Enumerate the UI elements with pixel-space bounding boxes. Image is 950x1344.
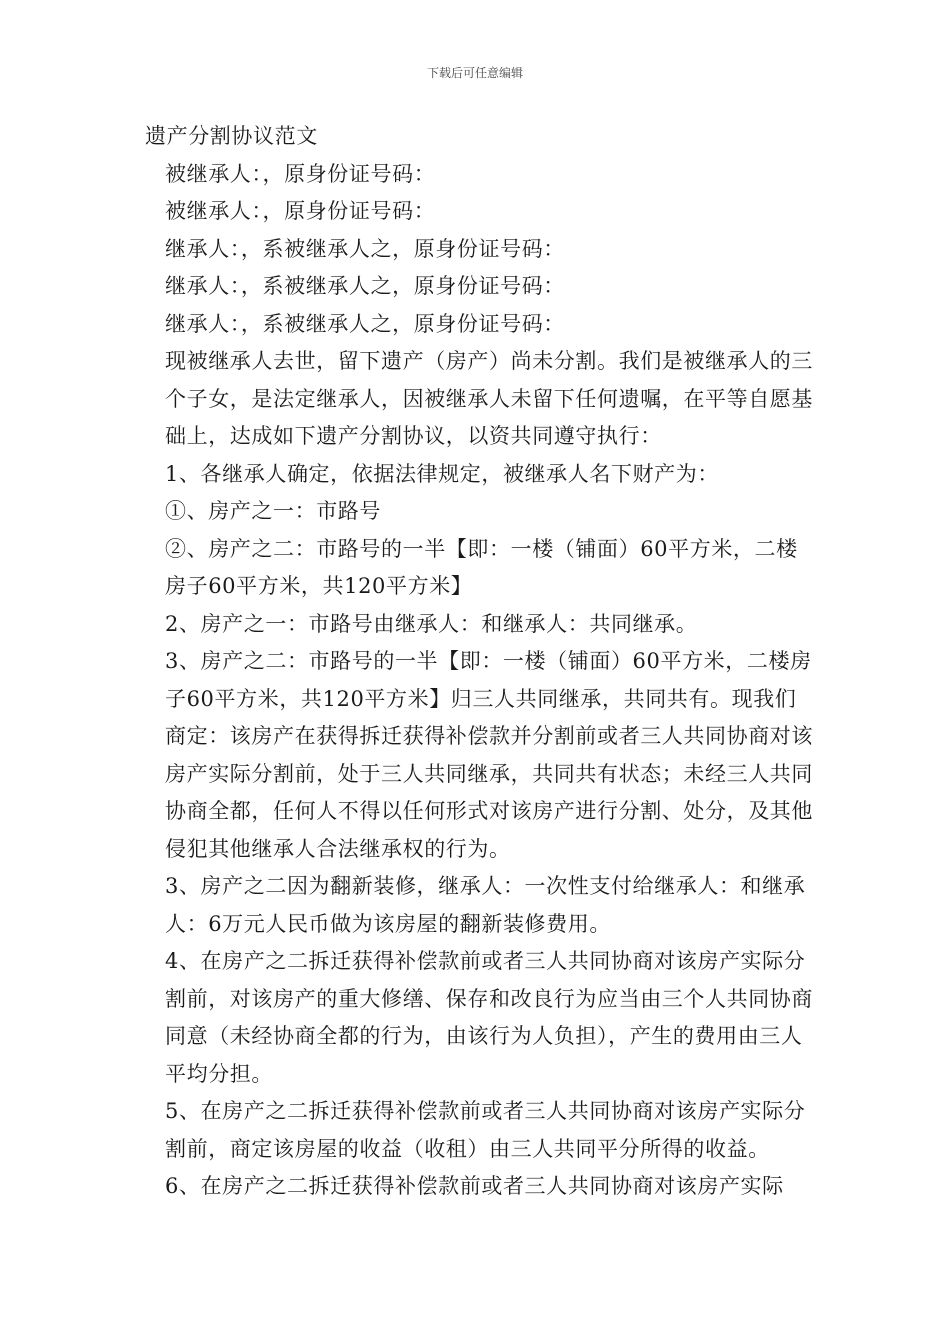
- party-line: 继承人：，系被继承人之，原身份证号码：: [165, 274, 565, 298]
- page-header-note: 下载后可任意编辑: [426, 66, 523, 80]
- paragraph-clause-6: 6、在房产之二拆迁获得补偿款前或者三人共同协商对该房产实际: [165, 1174, 784, 1198]
- paragraph-clause-4: 4、在房产之二拆迁获得补偿款前或者三人共同协商对该房产实际分割前，对该房产的重大修缮、保存和改良行为应当由三个人共同协商同意（未经协商全都的行为，由该行为人负担），产生的费用由三人平均分担。: [165, 949, 813, 1086]
- document-title: 遗产分割协议范文: [145, 124, 318, 148]
- paragraph-preamble: 现被继承人去世，留下遗产（房产）尚未分割。我们是被继承人的三个子女，是法定继承人，因被继承人未留下任何遗嘱，在平等自愿基础上，达成如下遗产分割协议，以资共同遵守执行：: [165, 349, 813, 448]
- paragraph-clause-1: 1、各继承人确定，依据法律规定，被继承人名下财产为：: [165, 461, 719, 486]
- paragraph-clause-5: 5、在房产之二拆迁获得补偿款前或者三人共同协商对该房产实际分割前，商定该房屋的收益（收租）由三人共同平分所得的收益。: [165, 1099, 806, 1161]
- party-line: 继承人：，系被继承人之，原身份证号码：: [165, 311, 565, 336]
- paragraph-property-1: ①、房产之一：市路号: [165, 499, 381, 523]
- paragraph-clause-3b: 3、房产之二因为翻新装修，继承人：一次性支付给继承人：和继承人：6万元人民币做为该房屋的翻新装修费用。: [165, 874, 806, 936]
- party-line: 继承人：，系被继承人之，原身份证号码：: [165, 236, 565, 261]
- party-line: 被继承人：，原身份证号码：: [165, 199, 436, 223]
- paragraph-clause-3a: 3、房产之二：市路号的一半【即：一楼（铺面）60平方米，二楼房子60平方米，共120平方米】归三人共同继承，共同共有。现我们商定：该房产在获得拆迁获得补偿款并分割前或者三人共同协商对该房产实际分割前，处于三人共同继承，共同共有状态；未经三人共同协商全都，任何人不得以任何形式对该房产进行分割、处分，及其他侵犯其他继承人合法继承权的行为。: [165, 649, 813, 861]
- paragraph-property-2: ②、房产之二：市路号的一半【即：一楼（铺面）60平方米，二楼房子60平方米，共120平方米】: [165, 536, 798, 598]
- document-body: [145, 118, 813, 1206]
- paragraph-clause-2: 2、房产之一：市路号由继承人：和继承人：共同继承。: [165, 611, 698, 636]
- party-line: 被继承人：，原身份证号码：: [165, 161, 436, 186]
